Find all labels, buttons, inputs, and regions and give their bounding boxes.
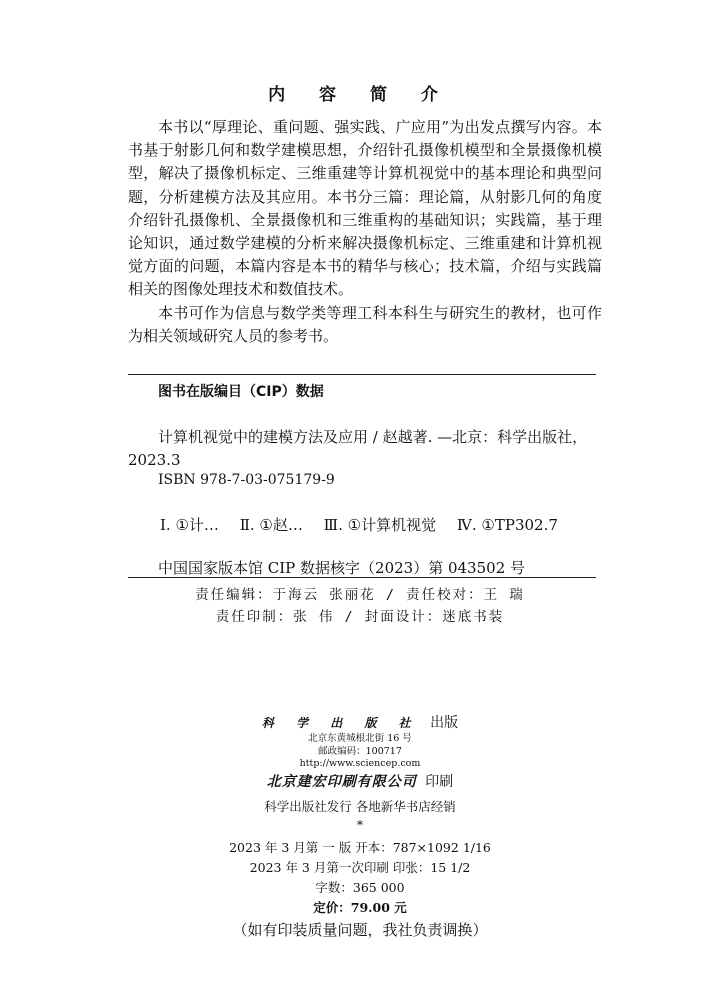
word-count: 字数：365 000 — [315, 880, 405, 895]
classification-item: Ⅳ. ①TP302.7 — [456, 516, 558, 534]
printer-line — [0, 771, 720, 791]
edition-info: 2023 年 3 月第 一 版 开本：787×1092 1/16 — [229, 840, 491, 855]
classification-item: Ⅲ. ①计算机视觉 — [323, 516, 437, 534]
printing-info: 2023 年 3 月第一次印刷 印张：15 1/2 — [249, 860, 471, 875]
classification-item: Ⅰ. ①计… — [160, 516, 219, 534]
quality-notice: （如有印装质量问题，我社负责调换） — [232, 921, 488, 939]
credits-line: 责任编辑：于海云 张丽花 / 责任校对：王 瑞 — [195, 587, 525, 603]
cip-heading: 图书在版编目（CIP）数据 — [158, 384, 324, 400]
star-separator: * — [356, 817, 364, 832]
publisher-url: http://www.sciencep.com — [299, 758, 421, 769]
publisher-line — [0, 712, 720, 732]
credits-line: 责任印制：张 伟 / 封面设计：迷底书装 — [215, 609, 505, 625]
price: 定价：79.00 元 — [313, 900, 407, 915]
classification-item: Ⅱ. ①赵… — [239, 516, 303, 534]
page-title: 内 容 简 介 — [268, 85, 452, 105]
isbn: ISBN 978-7-03-075179-9 — [158, 472, 335, 488]
cip-entry: 计算机视觉中的建模方法及应用 / 赵越著. —北京：科学出版社，2023.3 — [128, 428, 588, 469]
publisher-postcode: 邮政编码：100717 — [318, 746, 402, 757]
cip-number: 中国国家版本馆 CIP 数据核字（2023）第 043502 号 — [158, 559, 526, 577]
printer-name: 北京建宏印刷有限公司 — [266, 774, 417, 790]
classification — [160, 514, 574, 535]
publisher-suffix: 出版 — [430, 715, 459, 731]
divider — [128, 577, 596, 578]
publisher-name: 科 学 出 版 社 — [261, 716, 420, 730]
intro-paragraph: 本书可作为信息与数学类等理工科本科生与研究生的教材，也可作为相关领域研究人员的参考书。 — [128, 303, 602, 345]
intro-paragraph: 本书以“厚理论、重问题、强实践、广应用”为出发点撰写内容。本书基于射影几何和数学建模思想，介绍针孔摄像机模型和全景摄像机模型，解决了摄像机标定、三维重建等计算机视觉中的基本理论和典型问题，分析建模方法及其应用。本书分三篇：理论篇，从射影几何的角度介绍针孔摄像机、全景摄像机和三维重构的基础知识；实践篇，基于理论知识，通过数学建模的分析来解决摄像机标定、三维重建和计算机视觉方面的问题，本篇内容是本书的精华与核心；技术篇，介绍与实践篇相关的图像处理技术和数值技术。 — [128, 118, 602, 299]
publisher-address: 北京东黄城根北街 16 号 — [308, 733, 412, 744]
introduction — [128, 116, 602, 348]
distribution: 科学出版社发行 各地新华书店经销 — [264, 799, 456, 814]
divider — [128, 374, 596, 375]
printer-suffix: 印刷 — [425, 774, 454, 790]
